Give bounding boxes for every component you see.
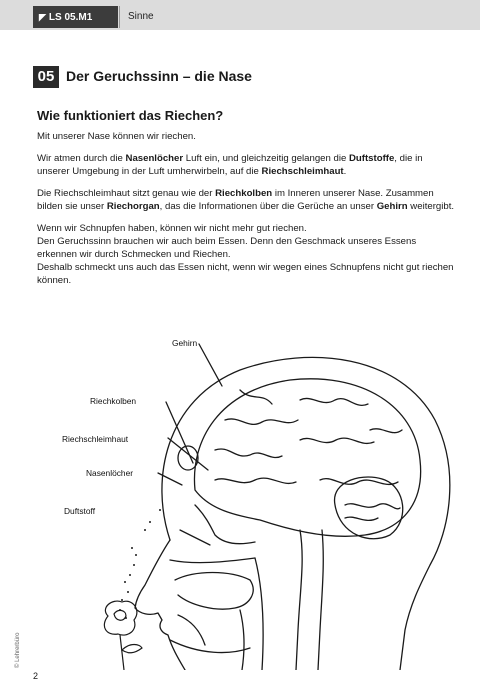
page-title: Der Geruchssinn – die Nase	[66, 68, 252, 84]
head-illustration	[0, 330, 480, 670]
copyright-notice: © Lehrerbüro	[15, 632, 21, 668]
module-code-badge	[33, 6, 118, 28]
paragraph-3: Die Riechschleimhaut sitzt genau wie der Riechkolben im Inneren unserer Nase. Zusammen bilden sie unser Riechorgan, das die Informationen über die Gerüche an unser Gehirn weitergibt.	[37, 188, 455, 212]
topic-label: Sinne	[128, 11, 154, 22]
olfactory-bulb	[178, 446, 198, 470]
label-nasenloecher: Nasenlöcher	[86, 468, 134, 478]
flag-icon: ◤	[39, 12, 46, 22]
palate	[170, 558, 255, 563]
body-text	[37, 130, 457, 296]
label-riechschleimhaut: Riechschleimhaut	[62, 434, 129, 444]
paragraph-2: Wir atmen durch die Nasenlöcher Luft ein, und gleichzeitig gelangen die Duftstoffe, die in unserer Umgebung in der Luft umherwirbeln, auf die Riechschleimhaut.	[37, 153, 423, 177]
label-gehirn: Gehirn	[172, 338, 198, 348]
brain-outline	[194, 379, 420, 537]
paragraph-4: Wenn wir Schnupfen haben, können wir nicht mehr gut riechen. Den Geruchssinn brauchen wir auch beim Essen. Denn den Geschmack unseres Essens erkennen wir durch Schmecken und Riechen. Deshalb schmeckt uns auch das Essen nicht, wenn wir wegen eines Schnupfens nicht gut riechen können.	[37, 223, 454, 286]
module-code: LS 05.M1	[48, 12, 93, 23]
chapter-number: 05	[33, 66, 59, 88]
head-cross-section-figure	[0, 330, 480, 670]
header-divider	[119, 6, 120, 28]
page-number: 2	[33, 671, 39, 681]
face-profile	[135, 540, 185, 670]
brain-stem	[296, 530, 302, 670]
section-heading: Wie funktioniert das Riechen?	[37, 108, 224, 123]
label-duftstoff: Duftstoff	[64, 506, 96, 516]
tongue	[175, 573, 253, 610]
label-riechkolben: Riechkolben	[90, 396, 137, 406]
paragraph-1: Mit unserer Nase können wir riechen.	[37, 131, 196, 142]
rose-drawing	[104, 601, 142, 670]
